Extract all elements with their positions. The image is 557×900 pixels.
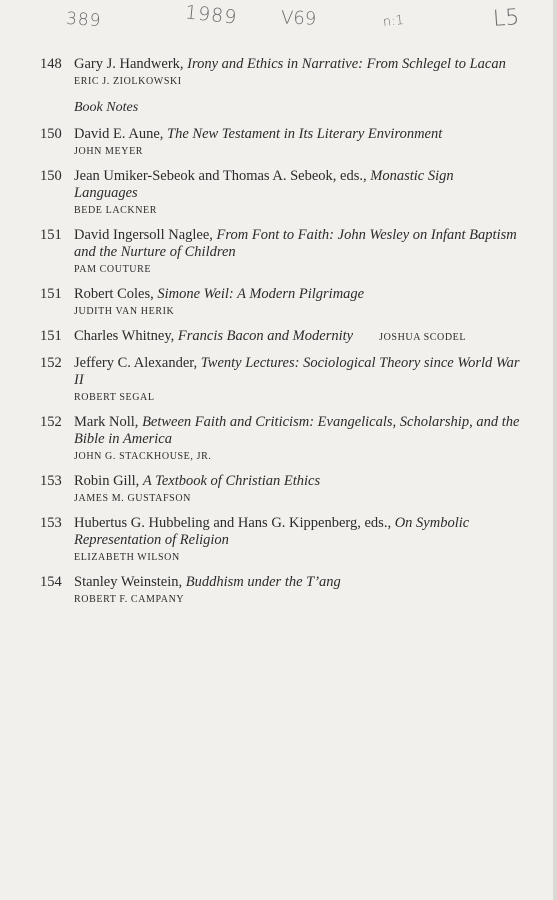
page-number: 150 (40, 126, 62, 142)
entry-title: Simone Weil: A Modern Pilgrimage (157, 286, 365, 302)
entry-reviewer: ROBERT F. CAMPANY (74, 594, 185, 605)
handwritten-note: L5 (492, 5, 521, 32)
entry-reviewer: JUDITH VAN HERIK (74, 306, 175, 317)
entry-author: Robin Gill, (74, 473, 143, 489)
page-edge-shadow (553, 0, 557, 900)
entry-author: Jeffery C. Alexander, (74, 355, 201, 371)
entry-author: Hubertus G. Hubbeling and Hans G. Kippenberg, eds., (74, 515, 395, 531)
toc-entry (40, 56, 520, 89)
entry-reviewer: PAM COUTURE (74, 264, 152, 275)
entry-title: Francis Bacon and Modernity (177, 328, 354, 344)
toc-entry (40, 473, 520, 506)
entry-title: Between Faith and Criticism: Evangelicals, Scholarship, and the Bible in America (74, 414, 520, 447)
entry-author: Mark Noll, (74, 414, 143, 430)
entry-reviewer: ROBERT SEGAL (74, 392, 155, 403)
entry-reviewer: JOHN MEYER (74, 146, 144, 157)
entry-citation (74, 473, 520, 490)
entry-author: David E. Aune, (74, 126, 168, 142)
entry-reviewer: ERIC J. ZIOLKOWSKI (74, 76, 182, 87)
toc-entry (40, 168, 520, 218)
entry-author: David Ingersoll Naglee, (74, 227, 217, 243)
entry-citation (74, 574, 520, 591)
entry-title: From Font to Faith: John Wesley on Infant Baptism and the Nurture of Children (74, 227, 517, 260)
entry-citation (74, 168, 520, 202)
entry-citation (74, 56, 520, 73)
entry-title: A Textbook of Christian Ethics (142, 473, 321, 489)
entry-citation (74, 227, 520, 261)
page-number: 151 (40, 227, 62, 243)
table-of-contents (40, 56, 520, 616)
entry-citation (74, 126, 520, 143)
entry-author: Stanley Weinstein, (74, 574, 186, 590)
entry-author: Jean Umiker-Sebeok and Thomas A. Sebeok, eds., (74, 168, 371, 184)
entry-author: Robert Coles, (74, 286, 158, 302)
entry-citation (74, 414, 520, 448)
handwritten-note: 389 (65, 8, 103, 32)
page-number: 152 (40, 355, 62, 371)
page-number: 153 (40, 473, 62, 489)
entry-author: Gary J. Handwerk, (74, 56, 188, 72)
entry-reviewer: JOSHUA SCODEL (379, 332, 467, 343)
entry-reviewer: JAMES M. GUSTAFSON (74, 493, 191, 504)
toc-entry (40, 414, 520, 464)
handwritten-note: n:1 (382, 12, 405, 31)
section-heading: Book Notes (74, 100, 139, 115)
toc-entry (40, 574, 520, 607)
entry-title: On Symbolic Representation of Religion (74, 515, 470, 548)
entry-title: Irony and Ethics in Narrative: From Schlegel to Lacan (187, 56, 506, 72)
entry-title: Monastic Sign Languages (74, 168, 454, 201)
page-number: 151 (40, 286, 62, 302)
entry-title: The New Testament in Its Literary Environment (167, 126, 443, 142)
toc-entry (40, 227, 520, 277)
page-number: 154 (40, 574, 62, 590)
toc-entry (40, 286, 520, 319)
page-number: 153 (40, 515, 62, 531)
page-number: 152 (40, 414, 62, 430)
entry-citation (74, 515, 520, 549)
entry-reviewer: ELIZABETH WILSON (74, 552, 180, 563)
entry-citation (74, 328, 520, 346)
entry-title: Buddhism under the T’ang (185, 574, 341, 590)
toc-entry (40, 355, 520, 405)
toc-entry (40, 328, 520, 346)
entry-reviewer: BEDE LACKNER (74, 205, 158, 216)
page-number: 151 (40, 328, 62, 344)
page-number: 150 (40, 168, 62, 184)
entry-reviewer: JOHN G. STACKHOUSE, JR. (74, 451, 212, 462)
entry-citation (74, 286, 520, 303)
toc-entry (40, 515, 520, 565)
handwritten-note: V69 (280, 7, 317, 30)
toc-entry (40, 126, 520, 159)
entry-author: Charles Whitney, (74, 328, 178, 344)
entry-citation (74, 355, 520, 389)
entry-title: Twenty Lectures: Sociological Theory since World War II (74, 355, 520, 388)
handwritten-note: 1989 (183, 1, 239, 29)
page-number: 148 (40, 56, 62, 72)
